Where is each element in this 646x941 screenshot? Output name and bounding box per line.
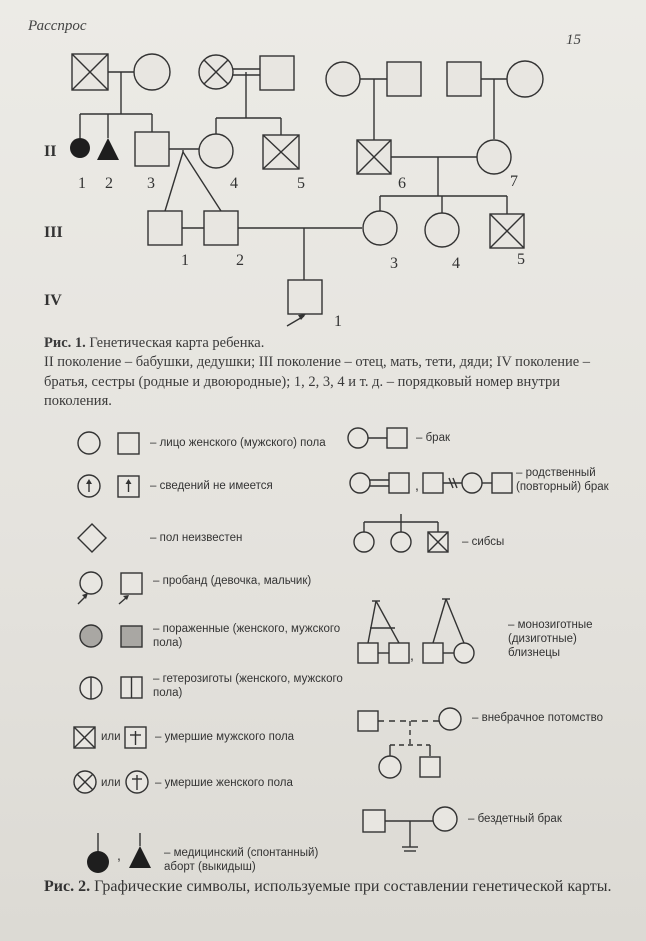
female-symbol [354,532,374,552]
legend-sex-unknown-text: – пол неизвестен [150,532,243,544]
figure1-description: II поколение – бабушки, дедушки; III поколение – отец, мать, тети, дяди; IV поколение – братья, сестры (родные и двоюродные); 1, 2, 3, 4 и т. д. – порядковый номер внутри поколения. [44,354,591,409]
legend-heterozygote-symbols [80,677,142,699]
legend-twins-text: – монозиготные (дизиготные) близнецы [508,619,593,659]
section-title: Расспрос [28,18,87,34]
female-symbol [439,708,461,730]
legend-siblings-text: – сибсы [462,536,505,548]
figure2-caption [44,876,644,897]
male-symbol [389,473,409,493]
male-symbol [118,433,139,454]
female-symbol [477,140,511,174]
male-symbol [423,643,443,663]
male-symbol [358,643,378,663]
legend-female-male-symbols [78,432,139,454]
member-number: 5 [517,251,525,268]
member-number: 3 [390,255,398,272]
male-symbol [447,62,481,96]
comma-separator: , [410,647,414,663]
twin-line [433,599,446,643]
male-symbol [148,211,182,245]
male-symbol [135,132,169,166]
or-word: или [101,731,121,743]
member-number: 7 [510,173,518,190]
female-symbol [326,62,360,96]
gen4-proband [287,280,322,326]
gen1-couple-right-b [447,61,543,139]
affected-female-symbol [80,625,102,647]
legend-affected-text: – пораженные (женского, мужского пола) [153,623,341,649]
legend-deceased-female-text: – умершие женского пола [155,777,293,789]
gen3-row [148,196,524,280]
abortion-female-symbol [87,851,109,873]
female-symbol [363,211,397,245]
abortion-triangle-symbol [129,846,151,868]
comma-separator: , [117,847,121,863]
proband-male-symbol [121,573,142,594]
legend-marriage-text: – брак [416,432,451,444]
gen2-row [70,132,511,211]
legend-childless-text: – бездетный брак [468,813,562,825]
legend-deceased-male-text: – умершие мужского пола [155,731,295,743]
comma-separator: , [415,477,419,493]
page-number: 15 [566,32,581,48]
male-symbol [387,428,407,448]
female-symbol [134,54,170,90]
female-symbol [199,134,233,168]
figure1-caption [44,334,624,353]
legend-twins-symbols [358,599,474,663]
twin-line [376,601,399,643]
member-number: 2 [236,252,244,269]
female-symbol [348,428,368,448]
legend-affected-symbols [80,625,142,647]
figure1-title: Генетическая карта ребенка. [89,335,265,351]
legend-female-male-text: – лицо женского (мужского) пола [150,437,326,449]
generation-label: IV [44,292,62,309]
legend-no-info-symbols [78,475,139,497]
legend-proband-symbols [78,572,142,604]
female-symbol [433,807,457,831]
gen1-couple-left [72,54,170,138]
proband-female-symbol [80,572,102,594]
legend-siblings-symbols [354,514,448,552]
female-symbol [350,473,370,493]
abortion-female-symbol [70,138,90,158]
female-symbol [78,432,100,454]
affected-male-symbol [121,626,142,647]
male-symbol [492,473,512,493]
member-number: 5 [297,175,305,192]
twin-line [368,601,376,643]
member-number: 4 [230,175,238,192]
female-symbol [454,643,474,663]
legend-consanguineous-symbols [350,473,512,493]
female-symbol [425,213,459,247]
member-number: 4 [452,255,460,272]
arrow-head-icon [82,593,88,599]
legend-heterozygotes-text: – гетерозиготы (женского, мужского пола) [153,673,343,699]
female-symbol [379,756,401,778]
male-symbol [420,757,440,777]
legend-proband-text: – пробанд (девочка, мальчик) [153,575,312,587]
member-number: 2 [105,175,113,192]
male-symbol [358,711,378,731]
generation-label: III [44,224,63,241]
figure2-title: Графические символы, используемые при составлении генетической карты. [94,878,612,895]
gen1-couple-right-a [326,62,421,140]
legend-no-info-text: – сведений не имеется [150,480,273,492]
male-symbol [389,643,409,663]
figure1-label: Рис. 1. [44,335,86,351]
male-symbol [387,62,421,96]
proband-male-symbol [288,280,322,314]
member-number: 1 [78,175,86,192]
or-word: или [101,777,121,789]
legend-marriage-symbols [348,428,407,448]
legend-childless-symbols [363,807,457,851]
figure2-label: Рис. 2. [44,878,91,895]
legend-extramarital-symbols [358,708,461,778]
male-symbol [260,56,294,90]
abortion-triangle-symbol [97,138,119,160]
male-symbol [204,211,238,245]
member-number: 1 [181,252,189,269]
twin-line [446,599,464,643]
sex-unknown-diamond-symbol [78,524,106,552]
member-number: 6 [398,175,406,192]
legend-consanguineous-text: – родственный (повторный) брак [516,467,609,493]
gen1-couple-middle [199,55,294,135]
female-symbol [391,532,411,552]
male-symbol [423,473,443,493]
legend-extramarital-text: – внебрачное потомство [472,712,603,724]
male-symbol [363,810,385,832]
female-symbol [507,61,543,97]
member-number: 1 [334,313,342,330]
legend-abortion-text: – медицинский (спонтанный) аборт (выкидыш) [164,847,319,873]
female-symbol [462,473,482,493]
member-number: 3 [147,175,155,192]
generation-label: II [44,143,57,160]
